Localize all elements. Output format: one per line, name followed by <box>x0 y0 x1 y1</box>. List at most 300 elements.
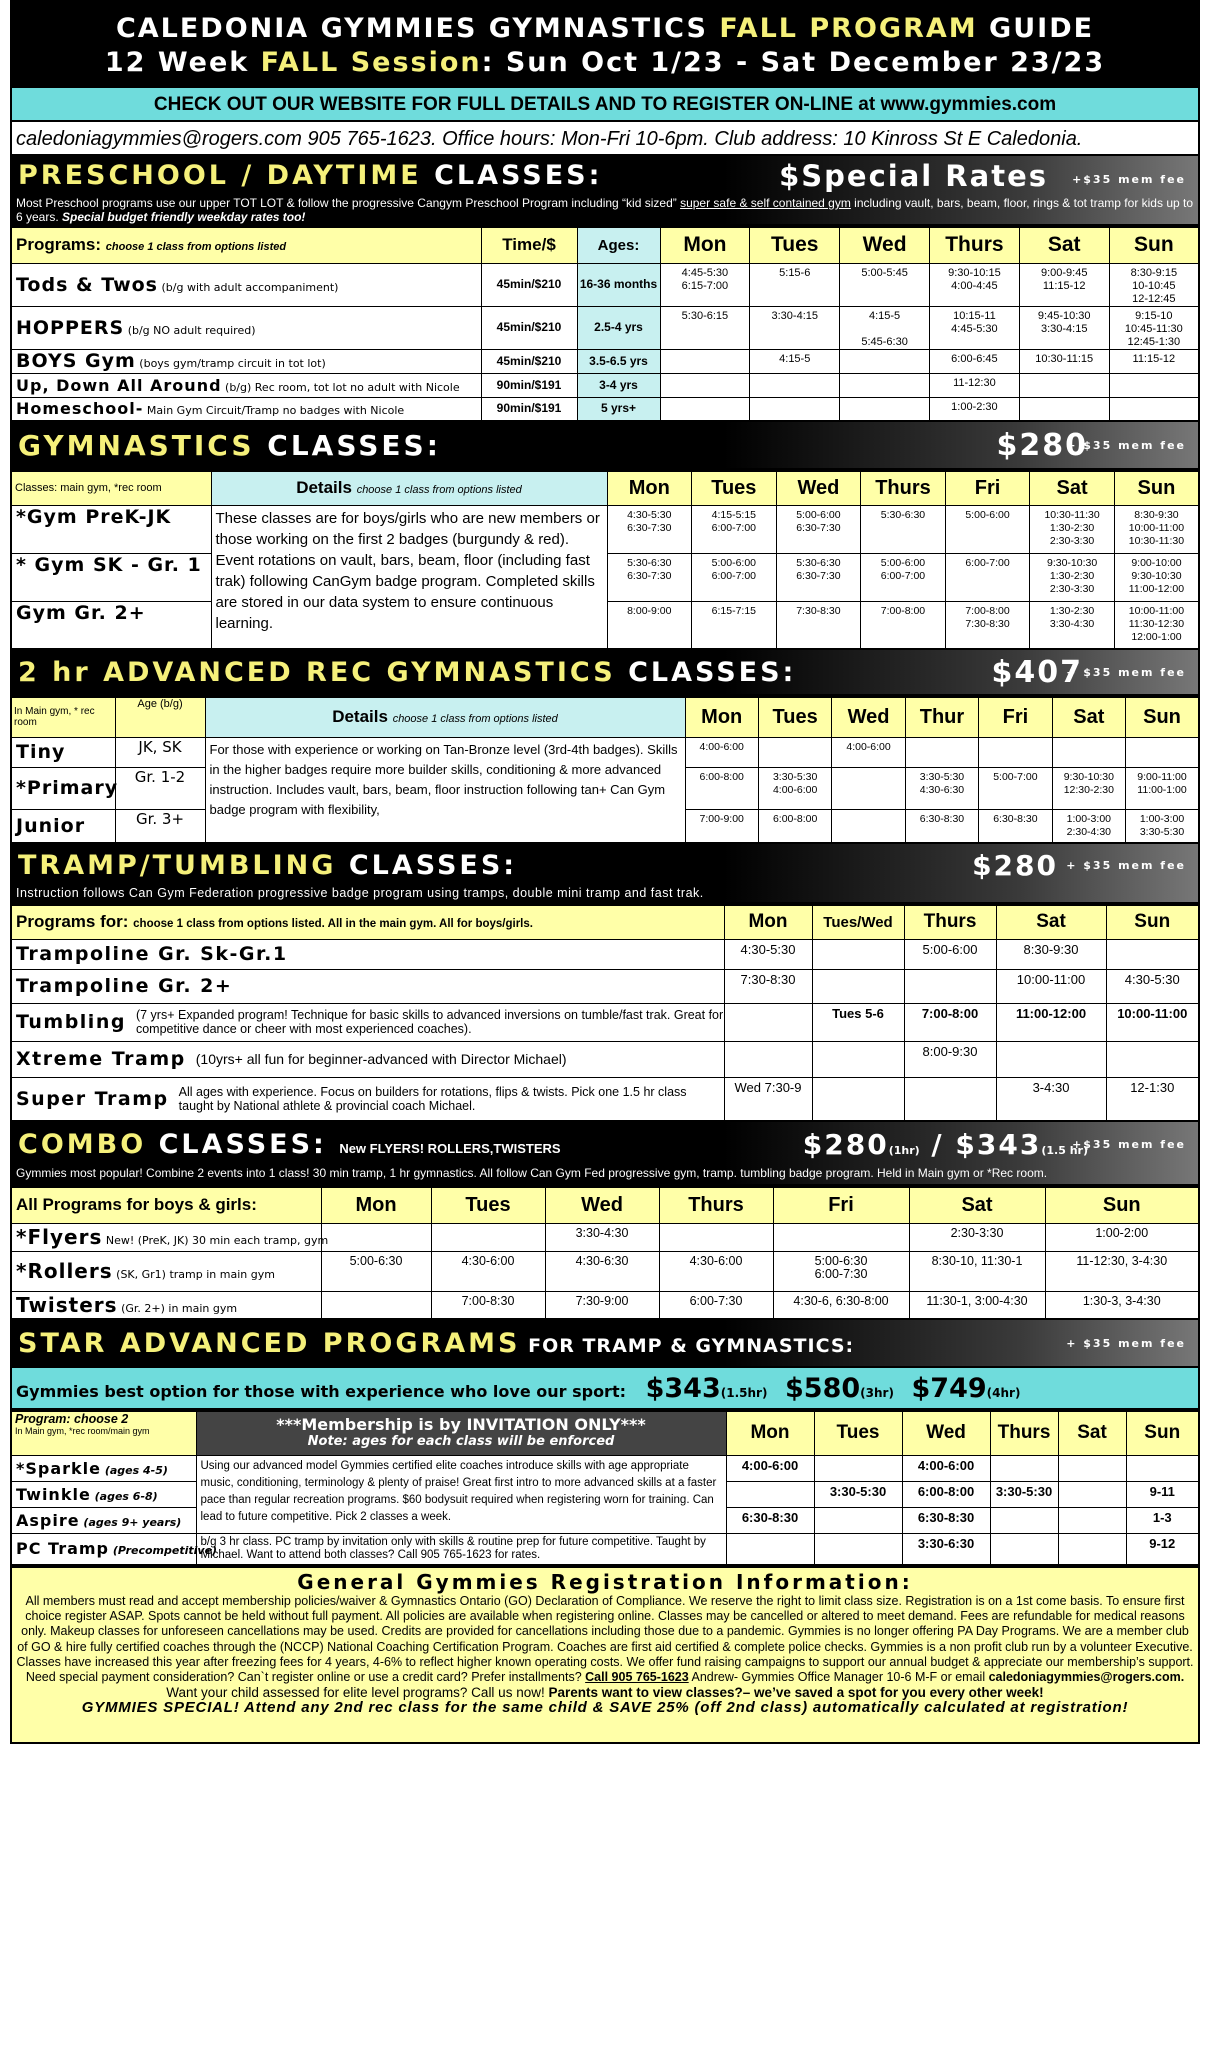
text-label: (4hr) <box>986 1386 1021 1400</box>
program-name <box>11 505 211 553</box>
schedule-cell <box>724 1041 812 1077</box>
schedule-cell <box>724 1003 812 1041</box>
star-details: Using our advanced model Gymmies certified elite coaches introduce skills with age appropriate music, conditioning, terminology & plenty of praise! Great first intro to more advanced skills at a faster pace than regular recreation programs. $60 bodysuit required when registering worn for training. Can lead to future competitive. Pick 2 classes a week. <box>196 1455 726 1533</box>
table-row <box>11 737 1199 767</box>
schedule-cell: 7:30-9:00 <box>545 1291 659 1319</box>
schedule-cell: 7:00-8:00 7:30-8:30 <box>945 601 1030 649</box>
schedule-cell: 5:00-6:30 <box>321 1251 431 1291</box>
table-row <box>11 1077 1199 1121</box>
price-cell: 90min/$191 <box>481 373 577 397</box>
table-row <box>11 505 1199 553</box>
schedule-cell: 5:00-6:30 6:00-7:30 <box>773 1251 909 1291</box>
schedule-cell: 8:30-9:15 10-10:45 12-12:45 <box>1109 263 1199 306</box>
column-header: Tues <box>758 697 831 737</box>
text-label <box>585 1670 689 1684</box>
preschool-title: PRESCHOOL / DAYTIME <box>18 160 422 191</box>
text-label: Main Gym Circuit/Tramp no badges with Nicole <box>143 404 405 418</box>
schedule-cell: 1-3 <box>1126 1507 1199 1533</box>
schedule-cell <box>840 349 930 373</box>
table-row <box>11 263 1199 306</box>
schedule-cell <box>1052 737 1125 767</box>
column-header: Sun <box>1126 697 1199 737</box>
column-header: Wed <box>832 697 905 737</box>
tramp-table <box>10 904 1200 1122</box>
column-header: Sat <box>1030 471 1115 505</box>
schedule-cell <box>1019 397 1109 421</box>
schedule-cell <box>996 1041 1106 1077</box>
schedule-cell <box>1109 397 1199 421</box>
text-label <box>16 1008 724 1036</box>
table-row <box>11 905 1199 939</box>
text-label: Up, Down All Around <box>16 375 222 395</box>
schedule-cell: 8:00-9:00 <box>607 601 692 649</box>
schedule-cell: 5:00-7:00 <box>979 767 1052 809</box>
schedule-cell: 5:00-6:00 <box>945 505 1030 553</box>
schedule-cell: 9-12 <box>1126 1533 1199 1565</box>
column-header: Sat <box>1052 697 1125 737</box>
table-row <box>11 1041 1199 1077</box>
age-cell: Gr. 1-2 <box>115 767 205 809</box>
schedule-cell: 5:15-6 <box>750 263 840 306</box>
schedule-cell: Tues 5-6 <box>812 1003 904 1041</box>
schedule-cell: 11:30-1, 3:00-4:30 <box>909 1291 1045 1319</box>
schedule-cell: 11-12:30, 3-4:30 <box>1045 1251 1199 1291</box>
text-label: STAR ADVANCED PROGRAMS <box>18 1328 521 1359</box>
schedule-cell: 4:15-5:15 6:00-7:00 <box>692 505 777 553</box>
schedule-cell <box>726 1533 814 1565</box>
table-row: Programs: choose 1 class from options listed Time/$ Ages: Mon Tues Wed Thurs Sat Sun <box>11 227 1199 263</box>
table-row <box>11 1411 1199 1455</box>
schedule-cell: 4:15-5 <box>750 349 840 373</box>
schedule-cell: 6:15-7:15 <box>692 601 777 649</box>
text-label: choose 1 class from options listed. All in the main gym. All for boys/girls. <box>133 918 533 931</box>
text-label: Tiny <box>16 741 66 763</box>
schedule-cell <box>1058 1481 1126 1507</box>
schedule-cell: 10:00-11:00 <box>996 969 1106 1003</box>
text-label: Twisters <box>16 1292 118 1317</box>
text-label: Junior <box>16 814 86 837</box>
advanced-price: $407 <box>991 655 1083 690</box>
text-label <box>16 975 724 997</box>
schedule-cell <box>905 737 978 767</box>
text-label: choose 1 class from options listed <box>392 713 558 726</box>
ages-cell: 3.5-6.5 yrs <box>577 349 660 373</box>
text-label: Gym Gr. 2+ <box>16 601 146 624</box>
schedule-cell <box>812 969 904 1003</box>
column-header: In Main gym, * rec room <box>11 697 115 737</box>
table-row <box>11 306 1199 349</box>
pc-tramp-details: b/g 3 hr class. PC tramp by invitation only with skills & routine prep for future competitive. Taught by Michael. Want to attend both classes? Call 905 765-1623 for rates. <box>196 1533 726 1565</box>
text-label: GYMNASTICS <box>18 429 255 462</box>
schedule-cell <box>990 1533 1058 1565</box>
column-header <box>11 1411 196 1455</box>
schedule-cell <box>1058 1533 1126 1565</box>
column-header: Sun <box>1045 1187 1199 1223</box>
schedule-cell: 6:00-6:45 <box>929 349 1019 373</box>
table-row <box>11 373 1199 397</box>
text-label: ***Membership is by INVITATION ONLY*** <box>276 1415 646 1435</box>
schedule-cell: 8:00-9:30 <box>904 1041 996 1077</box>
text-label <box>16 1048 724 1070</box>
program-name <box>11 737 115 767</box>
text-label: (1.5 hr) <box>1041 1144 1088 1157</box>
schedule-cell: 3:30-4:15 <box>750 306 840 349</box>
program-name <box>11 1481 196 1507</box>
text-label: choose 1 class from options listed <box>105 241 287 254</box>
schedule-cell: 6:00-7:30 <box>659 1291 773 1319</box>
text-label: choose 1 class from options listed <box>356 484 522 497</box>
text-label: Programs for: <box>16 912 129 932</box>
schedule-cell: 6:30-8:30 <box>726 1507 814 1533</box>
program-name <box>11 306 481 349</box>
schedule-cell <box>750 397 840 421</box>
schedule-cell: 1:30-2:30 3:30-4:30 <box>1030 601 1115 649</box>
schedule-cell <box>814 1533 902 1565</box>
schedule-cell: 9:30-10:30 12:30-2:30 <box>1052 767 1125 809</box>
text-label: FALL PROGRAM <box>719 13 978 44</box>
schedule-cell: 4:00-6:00 <box>832 737 905 767</box>
text-label: *Gym PreK-JK <box>16 505 172 528</box>
schedule-cell: 5:00-6:00 <box>904 939 996 969</box>
column-header: Wed <box>902 1411 990 1455</box>
text-label: (7 yrs+ Expanded program! Technique for basic skills to advanced inversions on tumble/fast trak. Great for competitive dance or cheer with most experienced coaches). <box>135 1008 724 1036</box>
schedule-cell <box>1106 1041 1199 1077</box>
preschool-price: $Special Rates <box>779 159 1048 193</box>
schedule-cell: 3:30-5:30 <box>990 1481 1058 1507</box>
table-row <box>11 1291 1199 1319</box>
text-label: *Rollers <box>16 1259 113 1283</box>
text-label: In Main gym, *rec room/main gym <box>15 1426 150 1436</box>
schedule-cell: 10:30-11:15 <box>1019 349 1109 373</box>
text-label: Most Preschool programs use our upper TOT LOT & follow the progressive Cangym Preschool Program including “kid sized” <box>16 196 681 210</box>
column-header: Sun <box>1114 471 1199 505</box>
text-label: Note: ages for each class will be enforced <box>307 1434 615 1450</box>
column-header: All Programs for boys & girls: <box>11 1187 321 1223</box>
table-row <box>11 939 1199 969</box>
price-cell: 90min/$191 <box>481 397 577 421</box>
column-header: Tues <box>431 1187 545 1223</box>
schedule-cell <box>726 1481 814 1507</box>
text-label: New FLYERS! ROLLERS,TWISTERS <box>339 1141 561 1156</box>
general-info <box>10 1566 1200 1744</box>
advanced-table <box>10 696 1200 844</box>
text-label: $749 <box>911 1373 987 1404</box>
schedule-cell <box>840 397 930 421</box>
column-header <box>196 1411 726 1455</box>
preschool-section-header <box>10 156 1200 226</box>
schedule-cell: 5:00-6:00 6:00-7:00 <box>692 553 777 601</box>
text-label <box>16 1085 724 1113</box>
preschool-description <box>12 196 1198 224</box>
column-header: Sat <box>909 1187 1045 1223</box>
program-name <box>11 397 481 421</box>
text-label: All members must read and accept membership policies/waiver & Gymnastics Ontario (GO) Declaration of Compliance. We reserve the right to limit class size. Registration is on a 1st come basis. To ensure first choice register ASAP. Spots cannot be held without full payment. All policies are available when registering online. Classes may be cancelled or altered to meet demand. Fees are refundable for medical reasons only. Makeup classes for unforeseen cancellations may be used. Credits are provided for cancellations including those due to a pandemic. Gymmies is no longer offering PA Day Programs. We are a member club of GO & hire fully certified coaches through the (NCCP) National Coaching Certification Program. Coaches are first aid certified & complete police checks. Gymmies is a non profit club run by a volunteer Executive. Classes have increased this year after freezing fees for 4 years, 4-6% to reflect higher known operating costs. We offer fund raising campaigns to support our annual budget & appreciate our membership’s support. Need special payment consideration? Can`t register online or use a credit card? Prefer installments? <box>16 1594 1194 1685</box>
text-label: Trampoline Gr. Sk-Gr.1 <box>16 943 288 965</box>
program-name <box>11 1077 724 1121</box>
schedule-cell <box>904 969 996 1003</box>
column-header: Fri <box>945 471 1030 505</box>
ages-cell: 5 yrs+ <box>577 397 660 421</box>
schedule-cell: 10:00-11:00 <box>1106 1003 1199 1041</box>
schedule-cell: 9:30-10:15 4:00-4:45 <box>929 263 1019 306</box>
text-label: Andrew- Gymmies Office Manager 10-6 M-F or email <box>688 1670 989 1685</box>
schedule-cell: 9:15-10 10:45-11:30 12:45-1:30 <box>1109 306 1199 349</box>
text-label <box>16 1685 1194 1700</box>
gymnastics-price: $280 <box>996 428 1088 463</box>
schedule-cell: 9:00-11:00 11:00-1:00 <box>1126 767 1199 809</box>
schedule-cell: 11:00-12:00 <box>996 1003 1106 1041</box>
text-label: (boys gym/tramp circuit in tot lot) <box>135 357 326 370</box>
schedule-cell <box>832 809 905 843</box>
program-name <box>11 1041 724 1077</box>
schedule-cell: 4:30-6, 6:30-8:00 <box>773 1291 909 1319</box>
text-label: * Gym SK - Gr. 1 <box>16 553 202 576</box>
text-label: 2 hr ADVANCED REC GYMNASTICS <box>18 657 616 688</box>
text-label: (1hr) <box>888 1144 920 1157</box>
text-label: PRESCHOOL / DAYTIME CLASSES: $Special Rates +$35 mem fee <box>12 156 1198 196</box>
table-row <box>11 349 1199 373</box>
table-row <box>11 1187 1199 1223</box>
phone-link[interactable]: Call 905 765-1623 <box>585 1670 689 1685</box>
text-label: (Precompetitive) <box>109 1544 218 1558</box>
program-name <box>11 553 211 601</box>
schedule-cell: 8:30-9:30 10:00-11:00 10:30-11:30 <box>1114 505 1199 553</box>
schedule-cell: 3:30-5:30 4:30-6:30 <box>905 767 978 809</box>
schedule-cell <box>773 1223 909 1251</box>
column-header: Age (b/g) <box>115 697 205 737</box>
program-name <box>11 263 481 306</box>
gymmies-special: GYMMIES SPECIAL! Attend any 2nd rec class for the same child & SAVE 25% (off 2nd class) automatically calculated at registration! <box>81 1699 1129 1717</box>
text-label: All ages with experience. Focus on builders for rotations, flips & twists. Pick one 1.5 hr class taught by National athlete & provincial coach Michael. <box>178 1084 687 1113</box>
schedule-cell: 4:00-6:00 <box>726 1455 814 1481</box>
text-label: Programs: <box>16 235 102 255</box>
schedule-cell <box>990 1507 1058 1533</box>
program-name <box>11 809 115 843</box>
schedule-cell: 4:15-5 5:45-6:30 <box>840 306 930 349</box>
column-header: Fri <box>773 1187 909 1223</box>
text-label: (ages 9+ years) <box>79 1515 182 1529</box>
text-label: TRAMP/TUMBLING CLASSES: $280 + $35 mem fee <box>12 844 1198 886</box>
text-label: super safe & self contained gym <box>680 196 851 210</box>
schedule-cell: 6:00-8:00 <box>758 809 831 843</box>
program-name <box>11 1507 196 1533</box>
column-header: Fri <box>979 697 1052 737</box>
price-cell: 45min/$210 <box>481 306 577 349</box>
schedule-cell <box>750 373 840 397</box>
schedule-cell: 3:30-4:30 <box>545 1223 659 1251</box>
column-header: Mon <box>724 905 812 939</box>
text-label: Details <box>296 478 352 498</box>
schedule-cell <box>814 1455 902 1481</box>
text-label: *Sparkle <box>16 1458 102 1478</box>
schedule-cell <box>659 1223 773 1251</box>
program-name <box>11 1223 329 1251</box>
schedule-cell <box>812 1077 904 1121</box>
schedule-cell: 7:30-8:30 <box>724 969 812 1003</box>
column-header: Tues <box>692 471 777 505</box>
text-label: + $35 mem fee <box>1066 1337 1186 1350</box>
schedule-cell: 9:30-10:30 1:30-2:30 2:30-3:30 <box>1030 553 1115 601</box>
schedule-cell <box>758 737 831 767</box>
schedule-cell <box>1058 1455 1126 1481</box>
text-label: New! (PreK, JK) 30 min each tramp, gym <box>102 1234 329 1247</box>
age-cell: JK, SK <box>115 737 205 767</box>
advanced-details: For those with experience or working on Tan-Bronze level (3rd-4th badges). Skills in the higher badges require more builder skills, conditioning & more advanced instruction. Includes vault, bars, beam, floor instruction following tan+ Can Gym badge program with flexibility, <box>205 737 685 843</box>
text-label: COMBO <box>18 1129 147 1160</box>
text-label: / <box>919 1128 956 1161</box>
star-price-bar <box>10 1368 1200 1410</box>
text-label: Homeschool- <box>16 399 144 419</box>
gymnastics-details: These classes are for boys/girls who are new members or those working on the first 2 badges (burgundy & red). Event rotations on vault, bars, beam, floor (including fast trak) following CanGym badge program. Completed skills are stored in our data system to ensure continuous learning. <box>211 505 607 649</box>
program-name <box>11 1455 196 1481</box>
schedule-cell: 4:00-6:00 <box>902 1455 990 1481</box>
schedule-cell: 10:00-11:00 11:30-12:30 12:00-1:00 <box>1114 601 1199 649</box>
text-label: : Sun Oct 1/23 - Sat December 23/23 <box>481 47 1106 78</box>
schedule-cell: 5:00-6:00 6:00-7:00 <box>861 553 946 601</box>
table-row <box>11 397 1199 421</box>
schedule-cell <box>321 1291 431 1319</box>
schedule-cell: 9:45-10:30 3:30-4:15 <box>1019 306 1109 349</box>
text-label: Super Tramp <box>16 1087 169 1110</box>
column-header: Sun <box>1106 905 1199 939</box>
schedule-cell: 12-1:30 <box>1106 1077 1199 1121</box>
age-cell: Gr. 3+ <box>115 809 205 843</box>
program-name <box>11 601 211 649</box>
schedule-cell <box>812 939 904 969</box>
schedule-cell <box>660 373 750 397</box>
schedule-cell: 6:30-8:30 <box>979 809 1052 843</box>
text-label: *Flyers <box>16 1225 103 1249</box>
text-label: Want your child assessed for elite level programs? Call us now! <box>166 1685 549 1701</box>
text-label: CALEDONIA GYMMIES GYMNASTICS <box>115 13 720 44</box>
schedule-cell: 9:00-10:00 9:30-10:30 11:00-12:00 <box>1114 553 1199 601</box>
schedule-cell <box>321 1223 431 1251</box>
star-section-header <box>10 1320 1200 1368</box>
program-name <box>11 1291 321 1319</box>
text-label: Twinkle <box>16 1484 91 1504</box>
schedule-cell <box>1058 1507 1126 1533</box>
program-name <box>11 767 119 809</box>
column-header: Wed <box>776 471 861 505</box>
column-header <box>205 697 685 737</box>
schedule-cell: 5:30-6:30 <box>861 505 946 553</box>
column-header: Wed <box>545 1187 659 1223</box>
column-header: Mon <box>607 471 692 505</box>
text-label: CLASSES: <box>254 429 441 462</box>
text-label: CLASSES: <box>146 1129 327 1160</box>
text-label: (b/g) Rec room, tot lot no adult with Nicole <box>221 380 460 394</box>
text-label: CLASSES: <box>336 850 518 881</box>
text-label: (SK, Gr1) tramp in main gym <box>112 1268 275 1281</box>
text-label: $343 <box>645 1373 721 1404</box>
schedule-cell <box>814 1507 902 1533</box>
text-label: TRAMP/TUMBLING <box>18 850 337 881</box>
text-label: Aspire <box>16 1510 80 1530</box>
schedule-cell <box>979 737 1052 767</box>
text-label: (ages 6-8) <box>90 1489 158 1503</box>
text-label: Tods & Twos <box>16 273 158 296</box>
text-label: Xtreme Tramp <box>16 1048 186 1070</box>
schedule-cell <box>840 373 930 397</box>
table-row <box>11 1251 1199 1291</box>
column-header: Mon <box>685 697 758 737</box>
schedule-cell: 6:00-8:00 <box>685 767 758 809</box>
column-header: Thurs <box>861 471 946 505</box>
schedule-cell: 4:30-6:30 <box>545 1251 659 1291</box>
text-label: *Primary <box>16 777 119 799</box>
website-bar[interactable]: CHECK OUT OUR WEBSITE FOR FULL DETAILS AND TO REGISTER ON-LINE at www.gymmies.com <box>10 88 1200 122</box>
text-label: Gymmies best option for those with experience who love our sport: <box>16 1382 626 1401</box>
guide-header <box>10 0 1200 88</box>
schedule-cell: 7:00-8:00 <box>904 1003 996 1041</box>
text-label: Special budget friendly weekday rates too! <box>62 210 306 224</box>
schedule-cell: 4:30-5:30 6:30-7:30 <box>607 505 692 553</box>
schedule-cell: 8:30-10, 11:30-1 <box>909 1251 1045 1291</box>
schedule-cell: 7:00-8:00 <box>861 601 946 649</box>
table-row <box>11 1533 1199 1565</box>
text-label: Details <box>332 707 388 727</box>
schedule-cell: 9-11 <box>1126 1481 1199 1507</box>
schedule-cell: Wed 7:30-9 <box>724 1077 812 1121</box>
schedule-cell <box>990 1455 1058 1481</box>
schedule-cell: 1:30-3, 3-4:30 <box>1045 1291 1199 1319</box>
schedule-cell: 11:15-12 <box>1109 349 1199 373</box>
text-label: Tumbling <box>16 1011 126 1033</box>
schedule-cell: 4:30-5:30 <box>724 939 812 969</box>
text-label: (b/g NO adult required) <box>124 323 256 337</box>
column-header: Thurs <box>659 1187 773 1223</box>
text-label: $343 <box>955 1128 1042 1161</box>
column-header: Thur <box>905 697 978 737</box>
schedule-cell: 7:30-8:30 <box>776 601 861 649</box>
schedule-cell <box>832 767 905 809</box>
gymnastics-table <box>10 470 1200 650</box>
program-name <box>11 939 724 969</box>
text-label: Parents want to view classes?– we’ve saved a spot for you every other week! <box>548 1685 1044 1701</box>
price-cell: 45min/$210 <box>481 263 577 306</box>
schedule-cell <box>1109 373 1199 397</box>
preschool-table <box>10 226 1200 422</box>
text-label: (1.5hr) <box>720 1386 768 1400</box>
schedule-cell: 6:00-8:00 <box>902 1481 990 1507</box>
combo-section-header: COMBO CLASSES: New FLYERS! ROLLERS,TWISTERS $280(1hr) / $343(1.5 hr) +$35 mem fee Gymmies most popular! Combine 2 events into 1 class! 30 min tramp, 1 hr gymnastics. All follow Can Gym Fed progressive gym, tramp. tumbling badge program. Held in Main gym or *Rec room. <box>10 1122 1200 1186</box>
schedule-cell: 1:00-2:00 <box>1045 1223 1199 1251</box>
guide-title <box>10 12 1200 46</box>
email-link[interactable]: caledoniagymmies@rogers.com. <box>988 1670 1185 1685</box>
star-table <box>10 1410 1200 1566</box>
schedule-cell: 3:30-5:30 4:00-6:00 <box>758 767 831 809</box>
text-label: Program: choose 2 <box>15 1412 129 1426</box>
schedule-cell: 5:00-5:45 <box>840 263 930 306</box>
program-guide <box>10 0 1200 2049</box>
column-header: Tues/Wed <box>812 905 904 939</box>
text-label: BOYS Gym <box>16 350 136 372</box>
column-header: Sat <box>1058 1411 1126 1455</box>
schedule-cell: 1:00-3:00 2:30-4:30 <box>1052 809 1125 843</box>
column-header: Thurs <box>904 905 996 939</box>
schedule-cell: 7:00-8:30 <box>431 1291 545 1319</box>
text-label: 12 Week <box>104 47 261 78</box>
text-label: $580 <box>785 1373 861 1404</box>
text-label: including vault, bars, beam, floor, rings & tot tramp for kids up to 6 years. <box>16 196 1194 224</box>
text-label: (b/g with adult accompaniment) <box>158 280 339 294</box>
text-label: +$35 mem fee <box>1072 1138 1186 1151</box>
ages-cell: 3-4 yrs <box>577 373 660 397</box>
schedule-cell: 11-12:30 <box>929 373 1019 397</box>
text-label: (3hr) <box>860 1386 894 1400</box>
schedule-cell: 5:00-6:00 6:30-7:30 <box>776 505 861 553</box>
column-header: Mon <box>321 1187 431 1223</box>
